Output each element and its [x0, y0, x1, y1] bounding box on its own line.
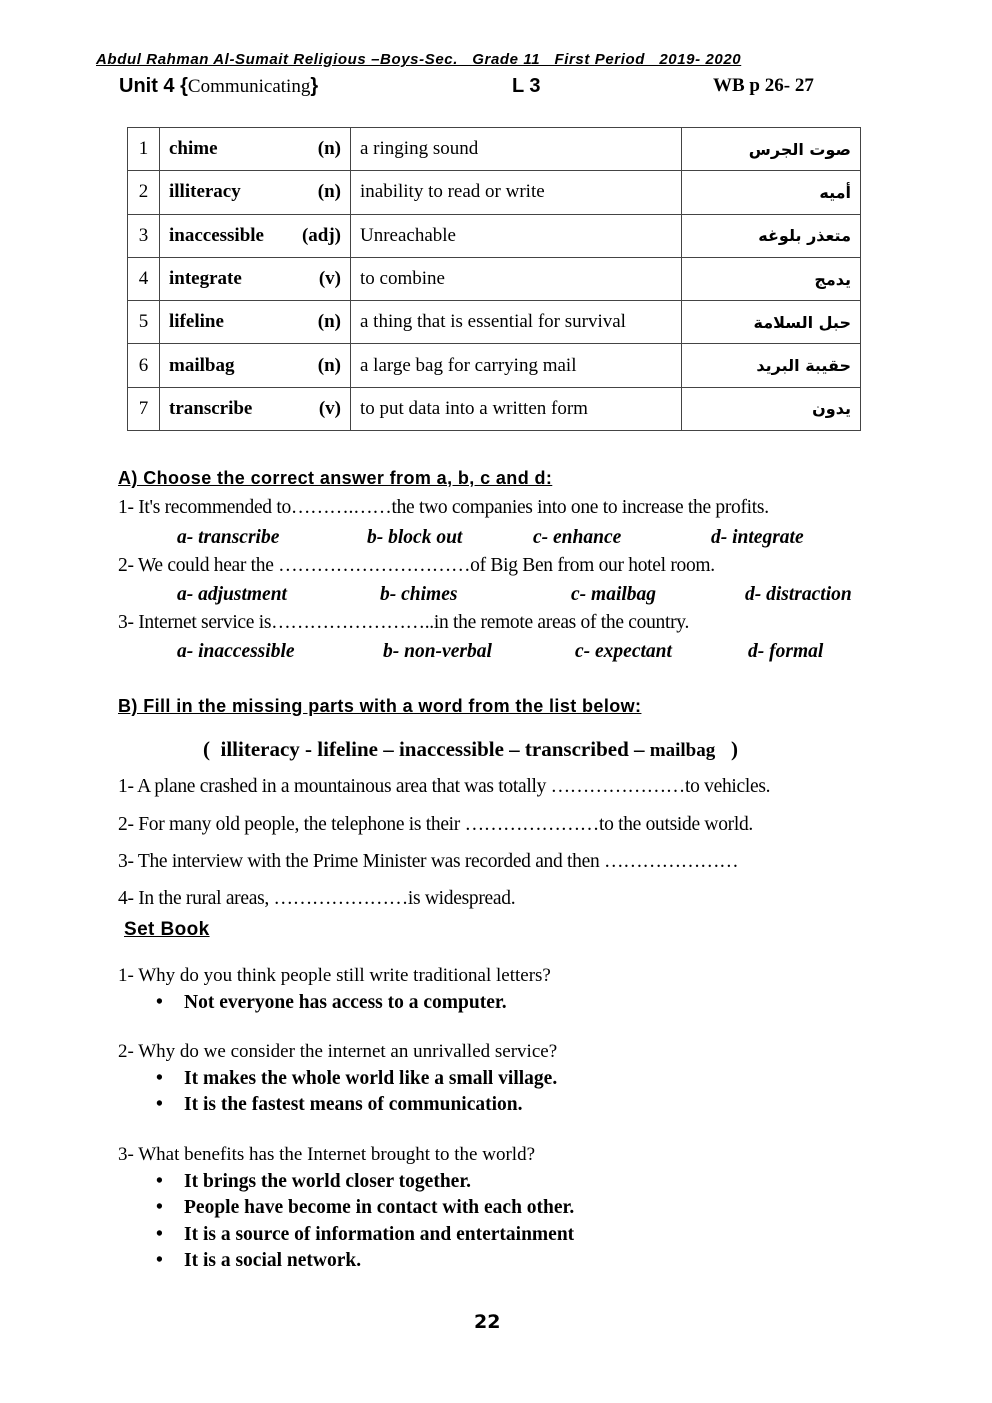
unit-close: }	[310, 75, 319, 97]
fill-sentence: 2- For many old people, the telephone is their …………………to the outside world.	[118, 814, 753, 835]
vocab-definition: Unreachable	[351, 214, 682, 257]
part-of-speech: (n)	[317, 311, 341, 333]
vocab-arabic: حبل السلامة	[682, 301, 861, 344]
part-of-speech: (v)	[318, 268, 341, 290]
vocab-definition: inability to read or write	[351, 171, 682, 214]
option-d: d- integrate	[711, 527, 804, 548]
vocab-definition: a large bag for carrying mail	[351, 344, 682, 387]
option-d: d- distraction	[745, 584, 852, 605]
vocab-arabic: أميه	[682, 171, 861, 214]
word-list-close: )	[715, 737, 738, 761]
unit-title	[119, 75, 318, 98]
vocab-word: inaccessible	[169, 224, 264, 246]
setbook-answer: • It brings the world closer together.	[156, 1171, 472, 1192]
set-book-heading: Set Book	[124, 919, 210, 940]
bullet-icon: •	[156, 1224, 163, 1245]
setbook-answer: • It makes the whole world like a small village.	[156, 1068, 558, 1089]
setbook-answer: • It is a social network.	[156, 1250, 362, 1271]
fill-sentence: 3- The interview with the Prime Minister was recorded and then …………………	[118, 851, 739, 872]
workbook-pages: WB p 26- 27	[713, 75, 814, 96]
bullet-icon: •	[156, 1197, 163, 1218]
unit-topic: Communicating	[187, 76, 311, 97]
table-row	[128, 171, 861, 214]
part-of-speech: (adj)	[301, 224, 341, 246]
row-number: 4	[128, 257, 160, 300]
bullet-icon: •	[156, 1068, 163, 1089]
row-number: 1	[128, 128, 160, 171]
option-c: c- mailbag	[571, 584, 657, 605]
setbook-answer: • It is a source of information and entertainment	[156, 1224, 575, 1245]
vocab-word: lifeline	[169, 311, 224, 333]
question-text: 3- Internet service is……………………..in the remote areas of the country.	[118, 612, 690, 633]
row-number: 2	[128, 171, 160, 214]
word-list	[203, 737, 738, 762]
row-number: 7	[128, 387, 160, 430]
vocab-arabic: يدمج	[682, 257, 861, 300]
table-row	[128, 214, 861, 257]
row-number: 3	[128, 214, 160, 257]
table-row	[128, 387, 861, 430]
part-of-speech: (n)	[317, 138, 341, 160]
table-row	[128, 344, 861, 387]
vocab-word: transcribe	[169, 397, 253, 419]
vocab-arabic: حقيبة البريد	[682, 344, 861, 387]
part-of-speech: (n)	[317, 181, 341, 203]
setbook-answer: • People have become in contact with each other.	[156, 1197, 575, 1218]
vocab-word: mailbag	[169, 354, 235, 376]
section-b-heading: B) Fill in the missing parts with a word from the list below:	[118, 696, 642, 716]
bullet-icon: •	[156, 992, 163, 1013]
option-a: a- transcribe	[177, 527, 280, 548]
option-b: b- chimes	[380, 584, 458, 605]
unit-label: Unit 4 {	[119, 75, 188, 97]
word-list-words: illiteracy - lifeline – inaccessible – transcribed –	[220, 737, 650, 761]
word-list-open: (	[203, 737, 221, 761]
setbook-question: 3- What benefits has the Internet brought to the world?	[118, 1144, 535, 1165]
vocab-word-cell	[160, 387, 351, 430]
part-of-speech: (v)	[318, 397, 341, 419]
vocab-definition: to put data into a written form	[351, 387, 682, 430]
option-a: a- inaccessible	[177, 641, 295, 662]
setbook-answer: • It is the fastest means of communication.	[156, 1094, 523, 1115]
fill-sentence: 1- A plane crashed in a mountainous area that was totally …………………to vehicles.	[118, 776, 771, 797]
setbook-question: 2- Why do we consider the internet an unrivalled service?	[118, 1041, 558, 1062]
option-c: c- expectant	[575, 641, 672, 662]
setbook-question: 1- Why do you think people still write traditional letters?	[118, 965, 551, 986]
vocab-definition: a thing that is essential for survival	[351, 301, 682, 344]
section-a-heading: A) Choose the correct answer from a, b, c and d:	[118, 468, 553, 488]
vocab-word-cell	[160, 301, 351, 344]
option-b: b- non-verbal	[383, 641, 492, 662]
vocab-arabic: صوت الجرس	[682, 128, 861, 171]
part-of-speech: (n)	[317, 354, 341, 376]
lesson-label: L 3	[512, 75, 541, 97]
option-d: d- formal	[748, 641, 824, 662]
vocab-word-cell	[160, 344, 351, 387]
vocab-word-cell	[160, 214, 351, 257]
bullet-icon: •	[156, 1094, 163, 1115]
table-row	[128, 301, 861, 344]
option-b: b- block out	[367, 527, 463, 548]
page-number: 22	[474, 1311, 501, 1333]
option-a: a- adjustment	[177, 584, 287, 605]
table-row	[128, 128, 861, 171]
question-text: 2- We could hear the …………………………of Big Ben from our hotel room.	[118, 555, 715, 576]
word-list-last: mailbag	[649, 740, 716, 761]
vocab-word-cell	[160, 171, 351, 214]
vocab-word-cell	[160, 257, 351, 300]
school-header: Abdul Rahman Al-Sumait Religious –Boys-Sec. Grade 11 First Period 2019- 2020	[96, 51, 742, 68]
vocab-arabic: يدون	[682, 387, 861, 430]
vocab-definition: to combine	[351, 257, 682, 300]
vocab-word: illiteracy	[169, 181, 241, 203]
fill-sentence: 4- In the rural areas, …………………is widespread.	[118, 888, 516, 909]
table-row	[128, 257, 861, 300]
vocab-word: chime	[169, 138, 218, 160]
vocab-word-cell	[160, 128, 351, 171]
bullet-icon: •	[156, 1171, 163, 1192]
option-c: c- enhance	[533, 527, 622, 548]
bullet-icon: •	[156, 1250, 163, 1271]
row-number: 5	[128, 301, 160, 344]
question-text: 1- It's recommended to……….……the two companies into one to increase the profits.	[118, 497, 769, 518]
row-number: 6	[128, 344, 160, 387]
vocab-definition: a ringing sound	[351, 128, 682, 171]
vocab-word: integrate	[169, 268, 242, 290]
setbook-answer: • Not everyone has access to a computer.	[156, 992, 507, 1013]
vocabulary-table	[127, 127, 861, 431]
vocab-arabic: متعذر بلوغه	[682, 214, 861, 257]
